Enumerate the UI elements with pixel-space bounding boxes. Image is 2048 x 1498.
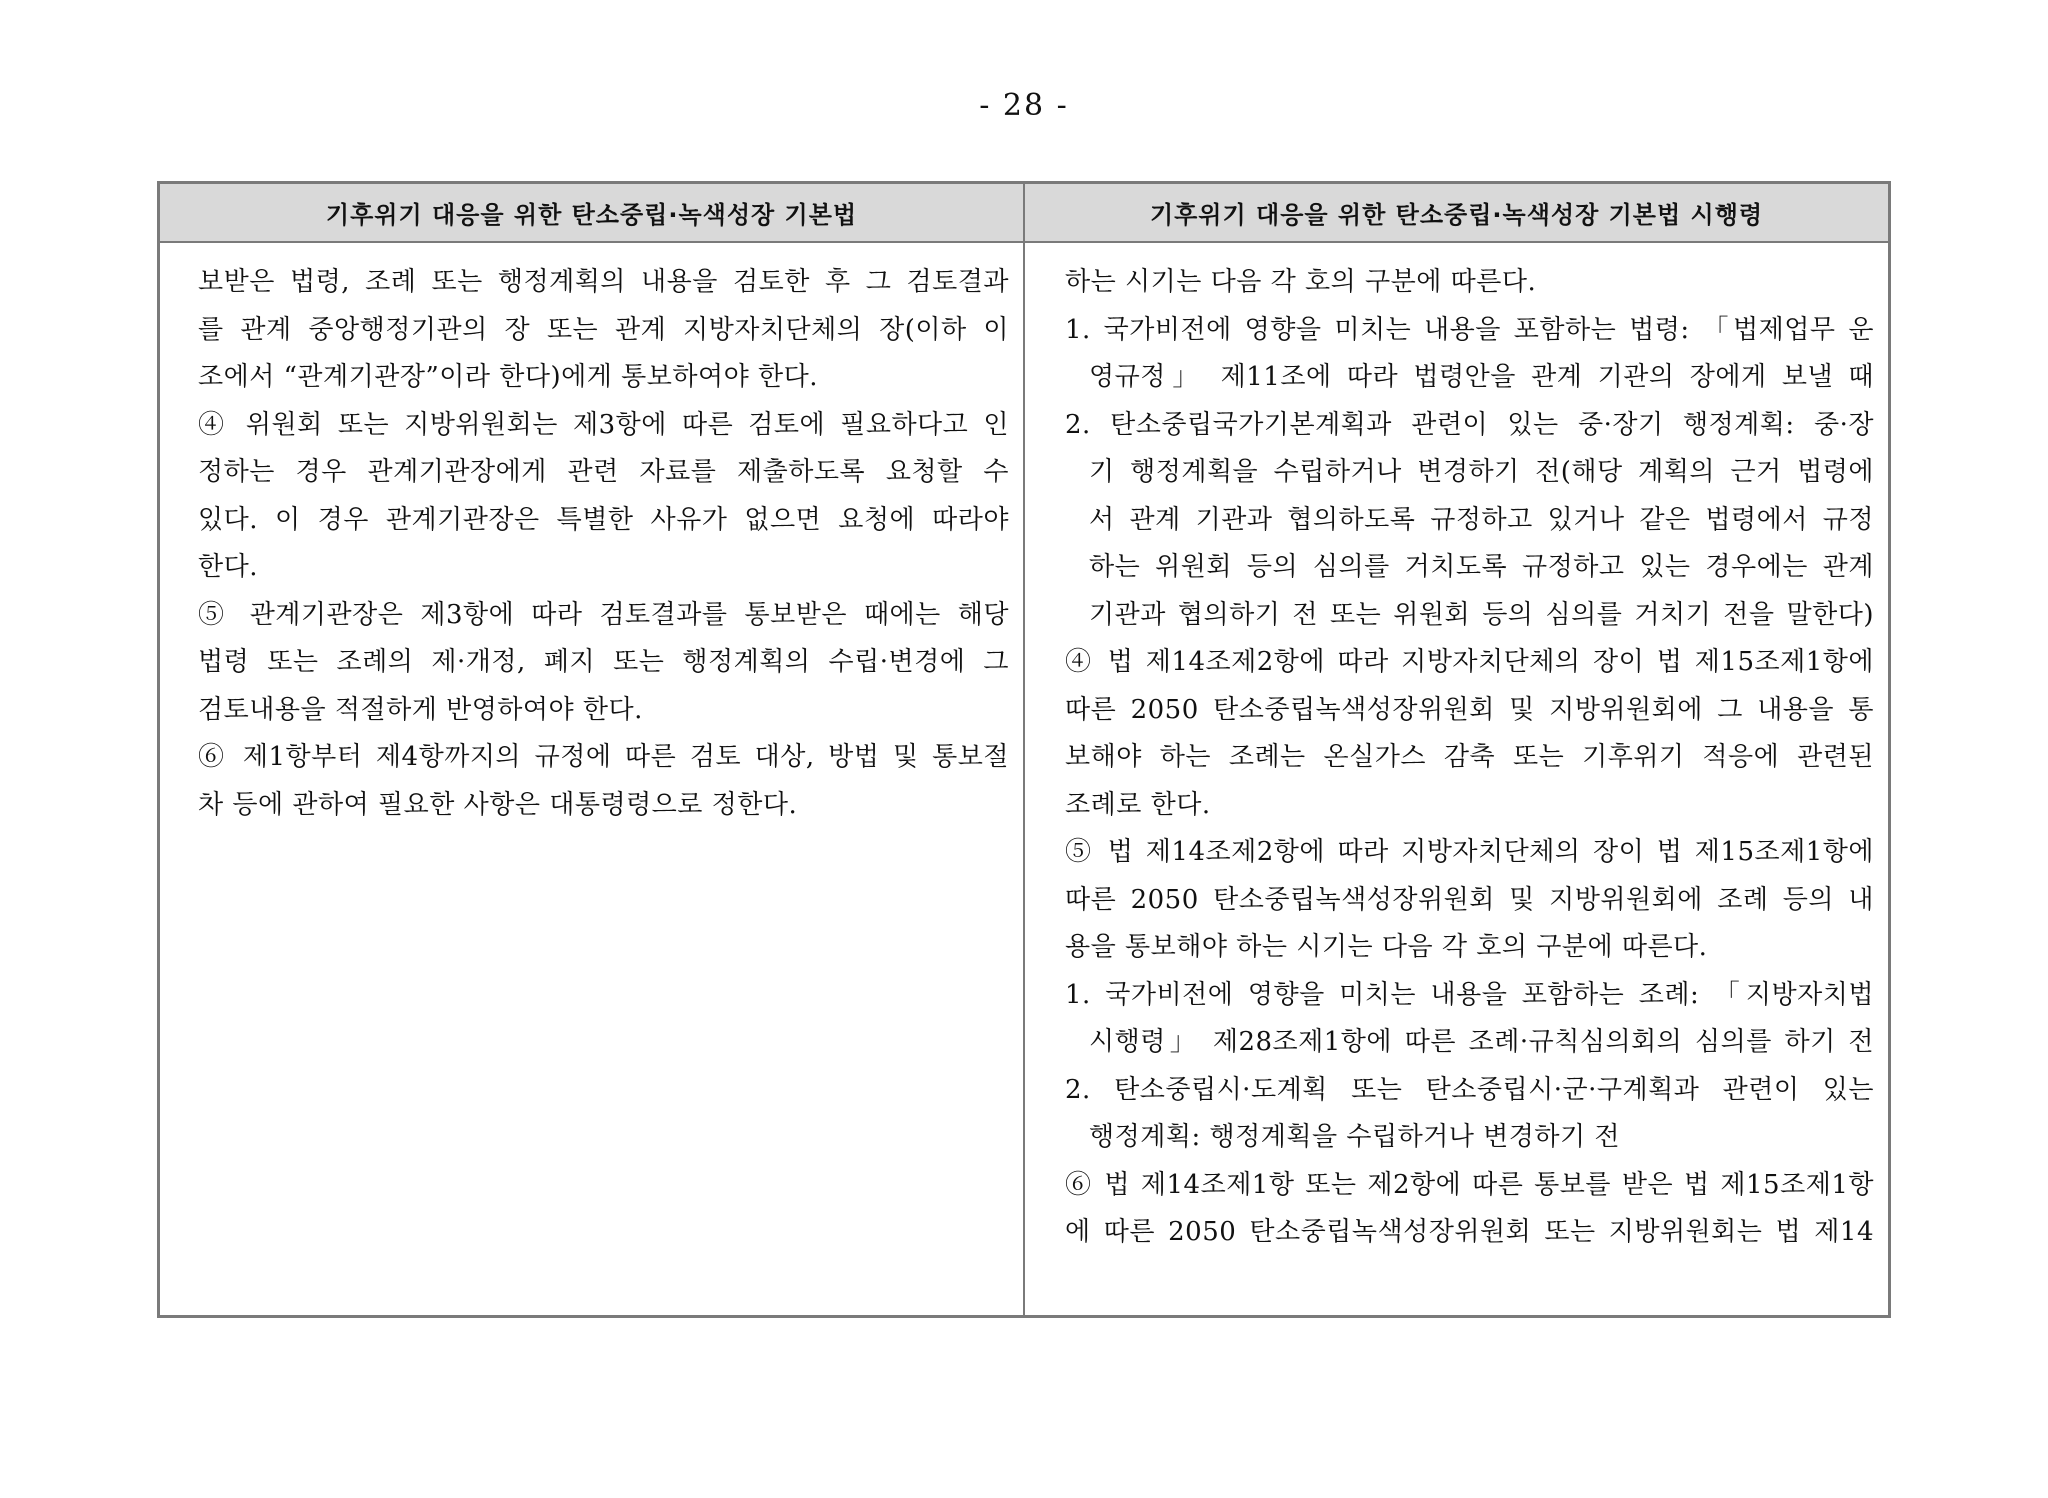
text-line: 따른 2050 탄소중립녹색성장위원회 및 지방위원회에 그 내용을 통 xyxy=(1065,694,1874,725)
text-line: 시행령」 제28조제1항에 따른 조례·규칙심의회의 심의를 하기 전 xyxy=(1089,1027,1874,1057)
left-column-body xyxy=(160,243,1025,1315)
text-line: 차 등에 관하여 필요한 사항은 대통령령으로 정한다. xyxy=(198,789,798,820)
text-line: 정하는 경우 관계기관장에게 관련 자료를 제출하도록 요청할 수 xyxy=(198,457,1009,487)
text-line: 행정계획: 행정계획을 수립하거나 변경하기 전 xyxy=(1089,1122,1621,1152)
text-line: 영규정」 제11조에 따라 법령안을 관계 기관의 장에게 보낼 때 xyxy=(1089,362,1874,392)
text-line: 2. 탄소중립시·도계획 또는 탄소중립시·군·구계획과 관련이 있는 xyxy=(1065,1074,1874,1105)
text-line: 따른 2050 탄소중립녹색성장위원회 및 지방위원회에 조례 등의 내 xyxy=(1065,884,1874,915)
text-line: ④ 법 제14조제2항에 따라 지방자치단체의 장이 법 제15조제1항에 xyxy=(1065,647,1874,677)
law-comparison-table xyxy=(157,181,1891,1318)
text-line: 조에서 “관계기관장”이라 한다)에게 통보하여야 한다. xyxy=(198,362,818,392)
right-column-body xyxy=(1025,243,1888,1315)
text-line: 용을 통보해야 하는 시기는 다음 각 호의 구분에 따른다. xyxy=(1065,932,1708,962)
text-line: 를 관계 중앙행정기관의 장 또는 관계 지방자치단체의 장(이하 이 xyxy=(198,314,1009,345)
text-line: 한다. xyxy=(198,552,258,582)
text-line: 서 관계 기관과 협의하도록 규정하고 있거나 같은 법령에서 규정 xyxy=(1089,504,1874,535)
text-line: 보받은 법령, 조례 또는 행정계획의 내용을 검토한 후 그 검토결과 xyxy=(198,267,1009,297)
text-line: ⑤ 관계기관장은 제3항에 따라 검토결과를 통보받은 때에는 해당 xyxy=(198,599,1009,630)
left-column-header: 기후위기 대응을 위한 탄소중립·녹색성장 기본법 xyxy=(160,184,1025,243)
text-line: ⑥ 법 제14조제1항 또는 제2항에 따른 통보를 받은 법 제15조제1항 xyxy=(1065,1169,1874,1200)
text-line: 조례로 한다. xyxy=(1065,789,1211,820)
text-line: 법령 또는 조례의 제·개정, 폐지 또는 행정계획의 수립·변경에 그 xyxy=(198,647,1009,677)
text-line: ④ 위원회 또는 지방위원회는 제3항에 따른 검토에 필요하다고 인 xyxy=(198,409,1009,440)
text-line: 있다. 이 경우 관계기관장은 특별한 사유가 없으면 요청에 따라야 xyxy=(198,504,1009,535)
text-line: 1. 국가비전에 영향을 미치는 내용을 포함하는 법령: 「법제업무 운 xyxy=(1065,314,1874,345)
text-line: 2. 탄소중립국가기본계획과 관련이 있는 중·장기 행정계획: 중·장 xyxy=(1065,409,1874,440)
text-line: 기 행정계획을 수립하거나 변경하기 전(해당 계획의 근거 법령에 xyxy=(1089,457,1874,487)
text-line: ⑤ 법 제14조제2항에 따라 지방자치단체의 장이 법 제15조제1항에 xyxy=(1065,837,1874,867)
text-line: 에 따른 2050 탄소중립녹색성장위원회 또는 지방위원회는 법 제14 xyxy=(1065,1217,1874,1247)
text-line: 하는 위원회 등의 심의를 거치도록 규정하고 있는 경우에는 관계 xyxy=(1089,552,1874,582)
text-line: 1. 국가비전에 영향을 미치는 내용을 포함하는 조례: 「지방자치법 xyxy=(1065,979,1874,1010)
text-line: 기관과 협의하기 전 또는 위원회 등의 심의를 거치기 전을 말한다) xyxy=(1089,599,1874,630)
page-number: - 28 - xyxy=(979,88,1069,123)
right-column-header: 기후위기 대응을 위한 탄소중립·녹색성장 기본법 시행령 xyxy=(1025,184,1888,243)
text-line: 검토내용을 적절하게 반영하여야 한다. xyxy=(198,694,643,725)
text-line: 보해야 하는 조례는 온실가스 감축 또는 기후위기 적응에 관련된 xyxy=(1065,742,1874,772)
text-line: ⑥ 제1항부터 제4항까지의 규정에 따른 검토 대상, 방법 및 통보절 xyxy=(198,742,1009,772)
text-line: 하는 시기는 다음 각 호의 구분에 따른다. xyxy=(1065,267,1537,297)
